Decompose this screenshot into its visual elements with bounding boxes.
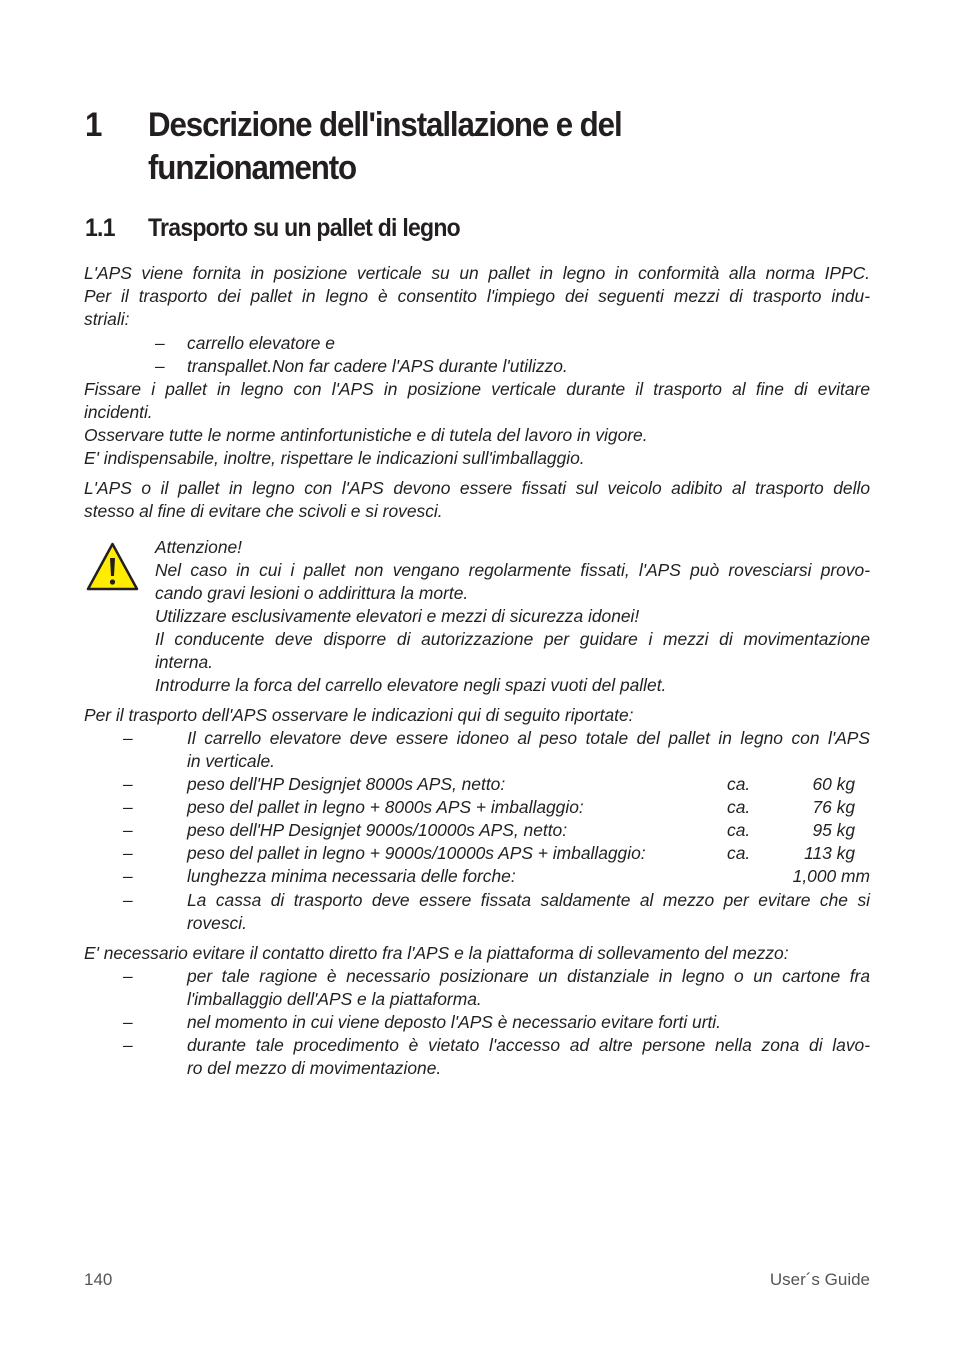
paragraph-line: L'APS viene fornita in posizione verticale su un pallet in legno in conformità alla norma IPPC.: [84, 263, 870, 283]
chapter-title-line2: funzionamento: [148, 149, 357, 187]
warning-line: Nel caso in cui i pallet non vengano regolarmente fissati, l'APS può rovesciarsi provo-: [155, 560, 870, 580]
list-item: rovesci.: [187, 913, 247, 933]
bullet-dash: –: [123, 890, 133, 910]
spec-label: peso del pallet in legno + 9000s/10000s APS + imballaggio:: [187, 843, 646, 863]
warning-line: interna.: [155, 652, 214, 672]
warning-line: Introdurre la forca del carrello elevatore negli spazi vuoti del pallet.: [155, 675, 667, 695]
warning-triangle-icon: [86, 542, 139, 591]
list-item: ro del mezzo di movimentazione.: [187, 1058, 442, 1078]
spec-value: 95 kg: [812, 820, 855, 840]
bullet-dash: –: [123, 820, 133, 840]
paragraph-line: Fissare i pallet in legno con l'APS in posizione verticale durante il trasporto al fine di evitare: [84, 379, 870, 399]
spec-value: 76 kg: [812, 797, 855, 817]
spec-label: peso del pallet in legno + 8000s APS + imballaggio:: [187, 797, 584, 817]
bullet-dash: –: [123, 774, 133, 794]
warning-line: Il conducente deve disporre di autorizzazione per guidare i mezzi di movimentazione: [155, 629, 870, 649]
footer-title: User´s Guide: [769, 1270, 870, 1289]
spec-value: 60 kg: [812, 774, 855, 794]
paragraph-line: Osservare tutte le norme antinfortunistiche e di tutela del lavoro in vigore.: [84, 425, 648, 445]
paragraph-line: incidenti.: [84, 402, 153, 422]
page-number: 140: [84, 1270, 113, 1289]
spec-approx: ca.: [727, 843, 751, 863]
paragraph-line: stesso al fine di evitare che scivoli e si rovesci.: [84, 501, 443, 521]
spec-approx: ca.: [727, 820, 751, 840]
bullet-dash: –: [123, 843, 133, 863]
spec-label: peso dell'HP Designjet 8000s APS, netto:: [187, 774, 506, 794]
spec-approx: ca.: [727, 797, 751, 817]
list-item: in verticale.: [187, 751, 275, 771]
bullet-dash: –: [123, 797, 133, 817]
bullet-dash: –: [123, 966, 133, 986]
bullet-dash: –: [123, 1012, 133, 1032]
chapter-title-line1: Descrizione dell'installazione e del: [148, 106, 622, 144]
bullet-dash: –: [155, 356, 165, 376]
spec-approx: ca.: [727, 774, 751, 794]
bullet-dash: –: [123, 728, 133, 748]
list-item: l'imballaggio dell'APS e la piattaforma.: [187, 989, 482, 1009]
paragraph-line: L'APS o il pallet in legno con l'APS devono essere fissati sul veicolo adibito al trasporto dello: [84, 478, 870, 498]
spec-label: lunghezza minima necessaria delle forche:: [187, 866, 516, 886]
bullet-dash: –: [123, 1035, 133, 1055]
warning-line: Utilizzare esclusivamente elevatori e mezzi di sicurezza idonei!: [155, 606, 640, 626]
list-item: nel momento in cui viene deposto l'APS è necessario evitare forti urti.: [187, 1012, 722, 1032]
list-item: Il carrello elevatore deve essere idoneo al peso totale del pallet in legno con l'APS: [187, 728, 870, 748]
spec-value: 113 kg: [804, 843, 855, 863]
list-item: durante tale procedimento è vietato l'accesso ad altre persone nella zona di lavo-: [187, 1035, 870, 1055]
chapter-number: 1: [85, 106, 102, 144]
bullet-dash: –: [155, 333, 165, 353]
list-item: per tale ragione è necessario posizionare un distanziale in legno o un cartone fra: [187, 966, 870, 986]
warning-title: Attenzione!: [155, 537, 243, 557]
list-item: carrello elevatore e: [187, 333, 335, 353]
list-item: transpallet.Non far cadere l'APS durante l'utilizzo.: [187, 356, 568, 376]
warning-line: cando gravi lesioni o addirittura la morte.: [155, 583, 469, 603]
section-title: Trasporto su un pallet di legno: [148, 214, 460, 242]
paragraph-line: Per il trasporto dell'APS osservare le indicazioni qui di seguito riportate:: [84, 705, 634, 725]
paragraph-line: striali:: [84, 309, 130, 329]
spec-label: peso dell'HP Designjet 9000s/10000s APS, netto:: [187, 820, 568, 840]
paragraph-line: E' indispensabile, inoltre, rispettare le indicazioni sull'imballaggio.: [84, 448, 585, 468]
bullet-dash: –: [123, 866, 133, 886]
paragraph-line: Per il trasporto dei pallet in legno è consentito l'impiego dei seguenti mezzi di trasporto indu-: [84, 286, 870, 306]
list-item: La cassa di trasporto deve essere fissata saldamente al mezzo per evitare che si: [187, 890, 870, 910]
section-number: 1.1: [85, 214, 115, 242]
spec-value: 1,000 mm: [792, 866, 870, 886]
paragraph-line: E' necessario evitare il contatto diretto fra l'APS e la piattaforma di sollevamento del mezzo:: [84, 943, 789, 963]
